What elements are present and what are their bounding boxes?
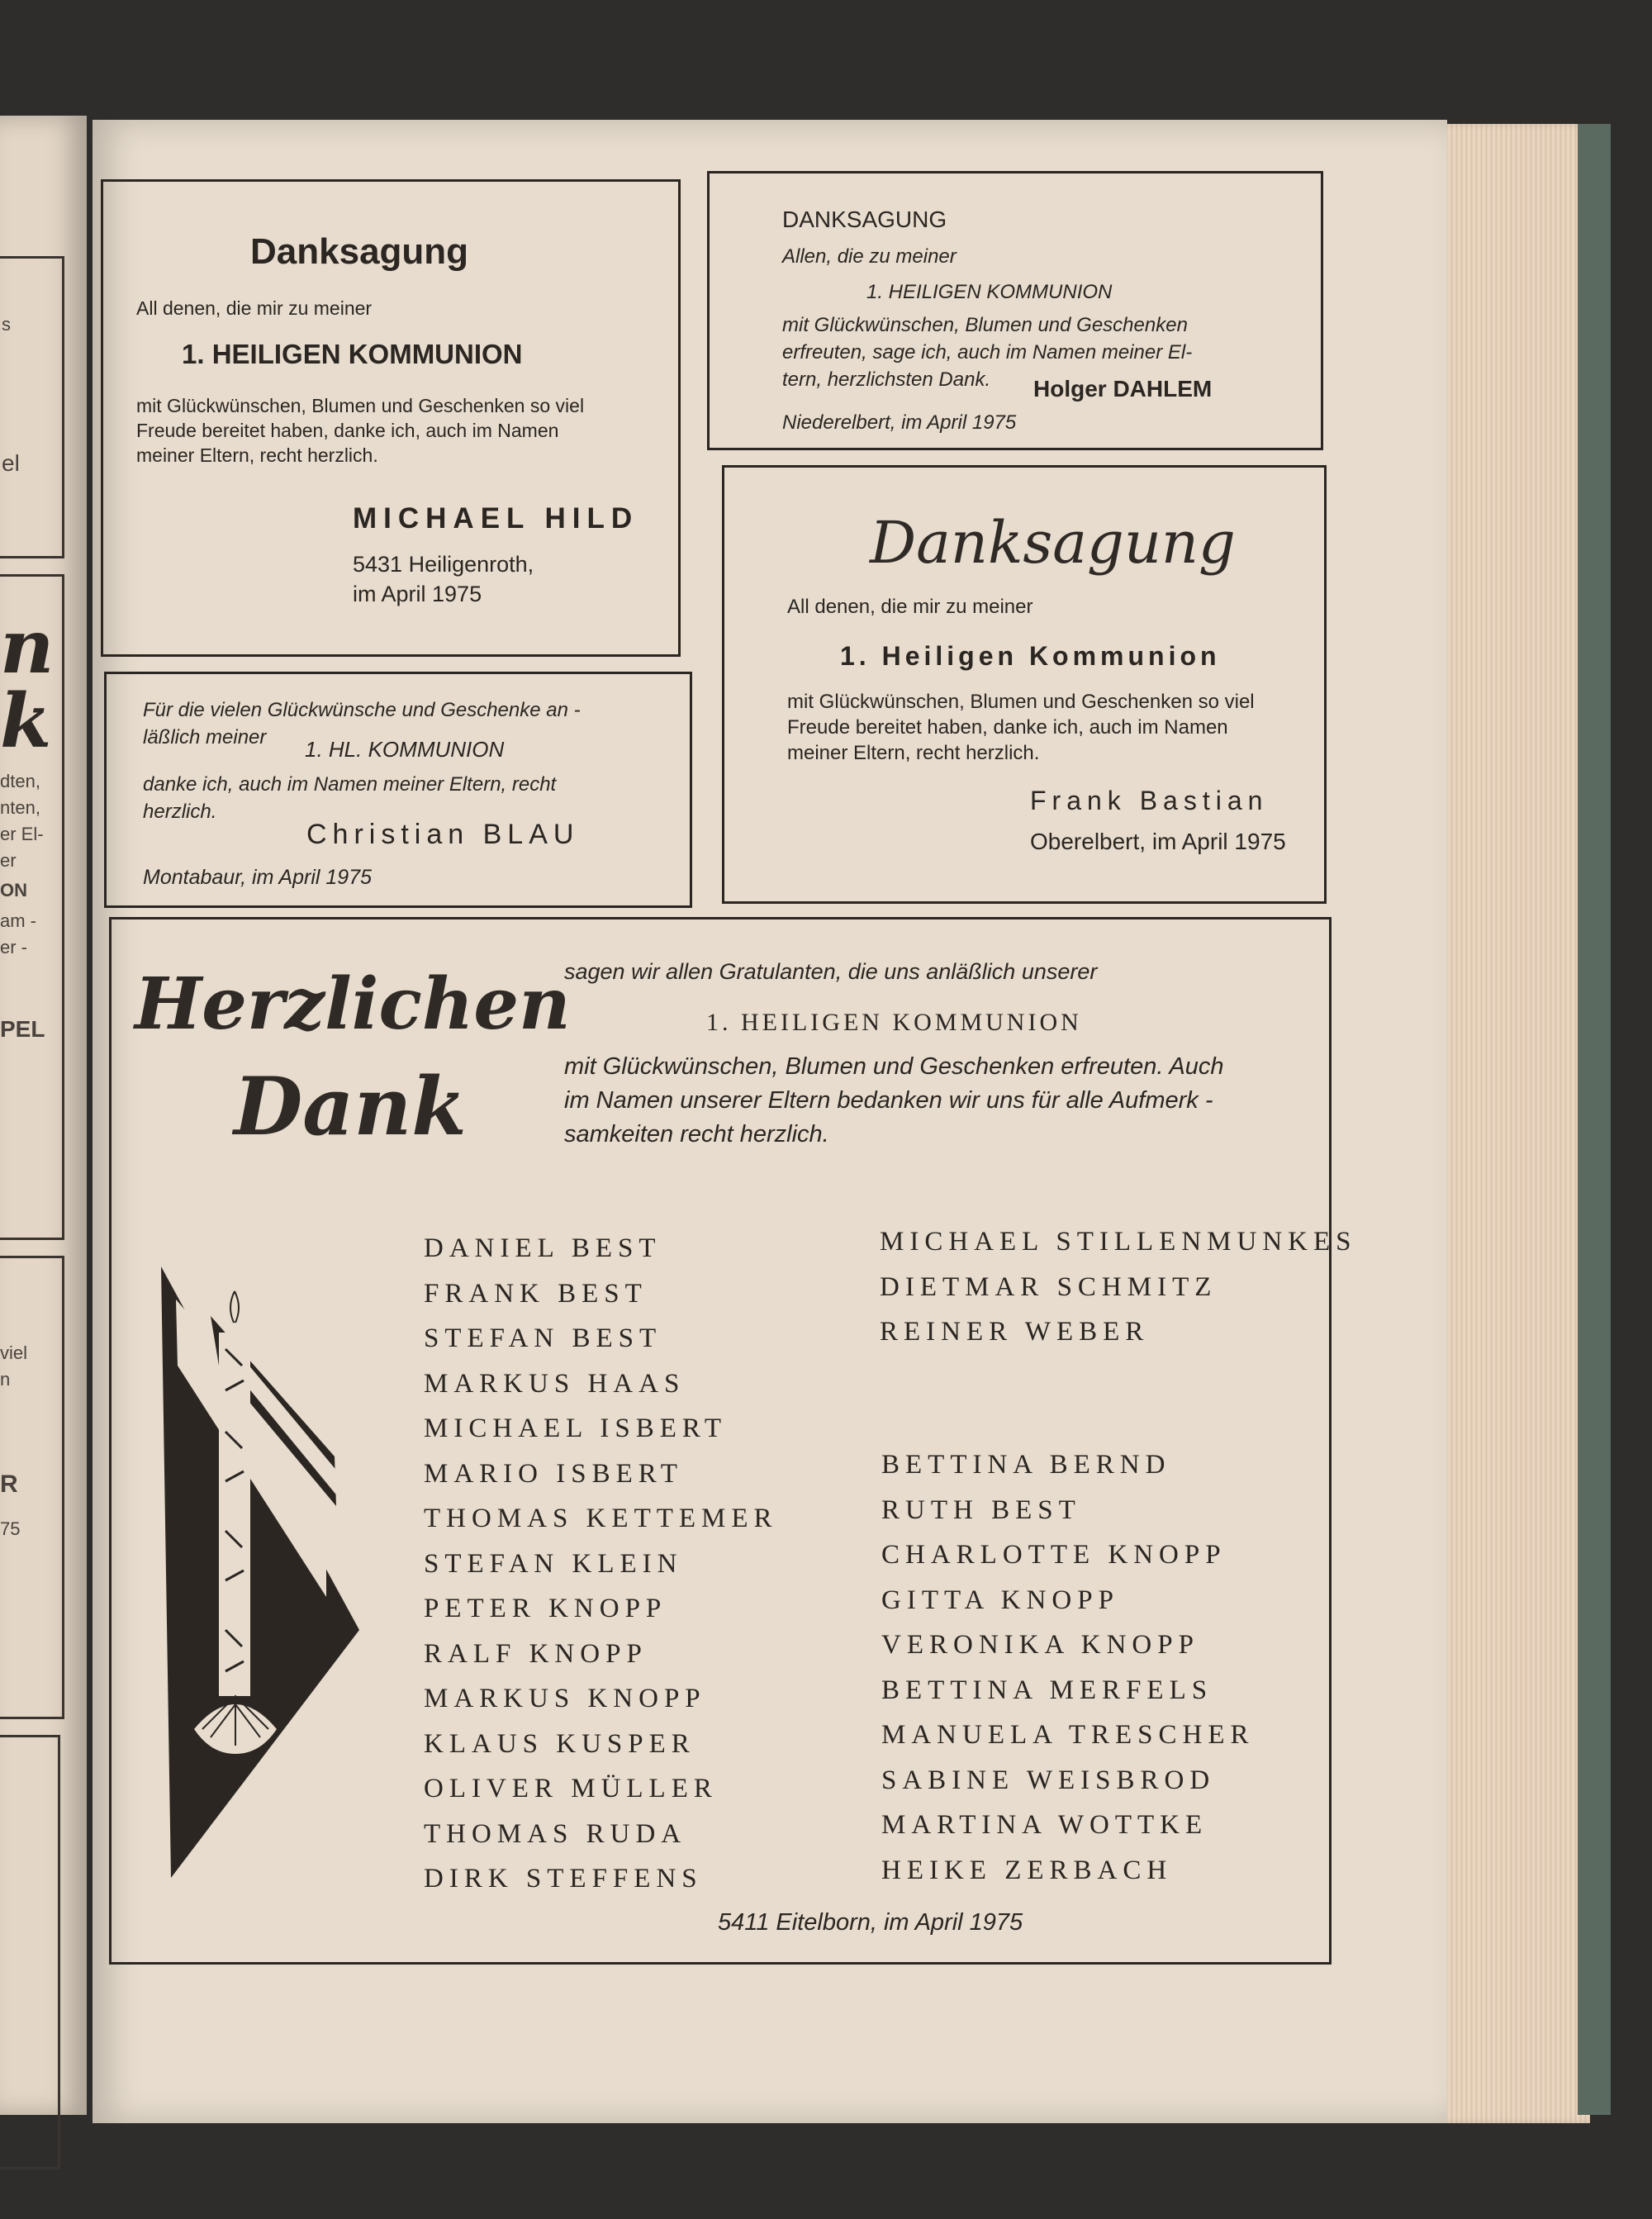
list-item: KLAUS KUSPER <box>424 1728 695 1759</box>
ad-michael-hild <box>101 179 681 657</box>
left-fragment: n <box>0 603 55 691</box>
ad-christian-blau <box>104 672 692 908</box>
list-item: STEFAN BEST <box>424 1323 662 1353</box>
left-fragment: PEL <box>0 1016 45 1042</box>
left-ad-box <box>0 1735 60 2169</box>
ad-intro: All denen, die mir zu meiner <box>136 297 373 319</box>
list-item: RUTH BEST <box>881 1494 1081 1525</box>
ad-title: Danksagung <box>870 509 1236 577</box>
ad-name: Holger DAHLEM <box>1033 376 1213 402</box>
list-item: HEIKE ZERBACH <box>881 1855 1173 1885</box>
ad-body-line: Freude bereitet haben, danke ich, auch im Namen <box>136 420 559 441</box>
ad-body-line: herzlich. <box>143 801 217 823</box>
ad-name: Frank Bastian <box>1030 786 1269 815</box>
list-item: THOMAS RUDA <box>424 1818 687 1849</box>
list-item: BETTINA BERND <box>881 1450 1171 1480</box>
ad-body-line: mit Glückwünschen, Blumen und Geschenken <box>782 314 1188 336</box>
ad-event: 1. HEILIGEN KOMMUNION <box>706 1009 1082 1036</box>
ad-frank-bastian <box>722 465 1327 904</box>
ad-place-date: Niederelbert, im April 1975 <box>782 411 1017 434</box>
left-fragment: nten, <box>0 797 40 818</box>
ad-body-line: Freude bereitet haben, danke ich, auch im Namen <box>787 716 1228 739</box>
ad-event: 1. HL. KOMMUNION <box>305 737 505 762</box>
ad-body-line: erfreuten, sage ich, auch im Namen meiner El- <box>782 341 1193 363</box>
list-item: MICHAEL STILLENMUNKES <box>880 1227 1357 1257</box>
ad-event: 1. HEILIGEN KOMMUNION <box>182 339 523 369</box>
left-fragment: er - <box>0 937 27 957</box>
ad-date: im April 1975 <box>353 582 482 606</box>
ad-group-thanks <box>109 917 1357 1965</box>
ad-body-line: mit Glückwünschen, Blumen und Geschenken so viel <box>136 395 585 416</box>
list-item: PETER KNOPP <box>424 1594 667 1623</box>
ad-intro: sagen wir allen Gratulanten, die uns anläßlich unserer <box>564 959 1098 984</box>
ad-body-line: meiner Eltern, recht herzlich. <box>136 444 378 466</box>
list-item: FRANK BEST <box>424 1278 648 1309</box>
list-item: MARTINA WOTTKE <box>881 1810 1208 1840</box>
ad-title: Danksagung <box>250 231 469 272</box>
left-fragment: ON <box>0 880 27 900</box>
ad-name: MICHAEL HILD <box>353 502 639 535</box>
left-fragment: el <box>2 450 20 476</box>
left-fragment: viel <box>0 1342 28 1363</box>
left-fragment: am - <box>0 910 36 931</box>
list-item: BETTINA MERFELS <box>881 1675 1213 1705</box>
left-fragment: n <box>0 1369 11 1390</box>
list-item: MARKUS KNOPP <box>424 1684 706 1713</box>
ad-title: DANKSAGUNG <box>782 207 947 232</box>
ad-body-line: läßlich meiner <box>143 726 267 748</box>
ad-title-line2: Dank <box>234 1060 467 1153</box>
list-item: DIETMAR SCHMITZ <box>880 1271 1218 1302</box>
candle-illustration <box>161 1266 376 1878</box>
ad-name: Christian BLAU <box>306 819 580 850</box>
left-fragment: k <box>0 677 52 765</box>
ad-body-line: meiner Eltern, recht herzlich. <box>787 742 1040 764</box>
ad-body-line: mit Glückwünschen, Blumen und Geschenken so viel <box>787 691 1255 713</box>
page-edge <box>1433 124 1590 2123</box>
ad-place-date: 5411 Eitelborn, im April 1975 <box>718 1909 1023 1936</box>
list-item: DIRK STEFFENS <box>424 1864 703 1894</box>
ad-title-line1: Herzlichen <box>135 962 571 1046</box>
left-fragment: s <box>2 314 11 335</box>
list-item: SABINE WEISBROD <box>881 1765 1216 1795</box>
list-item: REINER WEBER <box>880 1317 1150 1347</box>
ad-place-date: Montabaur, im April 1975 <box>143 866 373 889</box>
list-item: VERONIKA KNOPP <box>881 1630 1199 1660</box>
ad-holger-dahlem <box>707 171 1323 450</box>
ad-body-line: danke ich, auch im Namen meiner Eltern, recht <box>143 773 557 796</box>
ad-intro: Allen, die zu meiner <box>782 245 957 268</box>
ad-place-date: Oberelbert, im April 1975 <box>1030 829 1286 854</box>
ad-body-line: tern, herzlichsten Dank. <box>782 368 991 391</box>
list-item: RALF KNOPP <box>424 1638 648 1669</box>
ad-event: 1. Heiligen Kommunion <box>840 641 1221 671</box>
list-item: GITTA KNOPP <box>881 1585 1119 1615</box>
left-fragment: er <box>0 850 17 871</box>
ad-body-line: Für die vielen Glückwünsche und Geschenke an - <box>143 699 581 721</box>
left-fragment: R <box>0 1471 18 1498</box>
left-fragment: er El- <box>0 824 44 844</box>
ad-body-line: mit Glückwünschen, Blumen und Geschenken erfreuten. Auch <box>564 1053 1224 1080</box>
list-item: STEFAN KLEIN <box>424 1548 683 1579</box>
left-ad-box <box>0 256 64 558</box>
ad-intro: All denen, die mir zu meiner <box>787 596 1033 618</box>
ad-place: 5431 Heiligenroth, <box>353 552 534 577</box>
list-item: OLIVER MÜLLER <box>424 1774 718 1803</box>
ad-body-line: im Namen unserer Eltern bedanken wir uns für alle Aufmerk - <box>564 1087 1213 1114</box>
list-item: DANIEL BEST <box>424 1233 662 1263</box>
book-cover <box>1578 124 1611 2115</box>
list-item: MANUELA TRESCHER <box>881 1720 1255 1750</box>
left-fragment: 75 <box>0 1518 21 1539</box>
left-page <box>0 116 87 2115</box>
ad-event: 1. HEILIGEN KOMMUNION <box>866 281 1113 303</box>
ad-body-line: samkeiten recht herzlich. <box>564 1121 829 1148</box>
list-item: MICHAEL ISBERT <box>424 1414 728 1443</box>
list-item: MARKUS HAAS <box>424 1368 686 1399</box>
left-fragment: dten, <box>0 771 40 791</box>
list-item: CHARLOTTE KNOPP <box>881 1540 1227 1570</box>
list-item: THOMAS KETTEMER <box>424 1504 778 1533</box>
list-item: MARIO ISBERT <box>424 1458 683 1489</box>
